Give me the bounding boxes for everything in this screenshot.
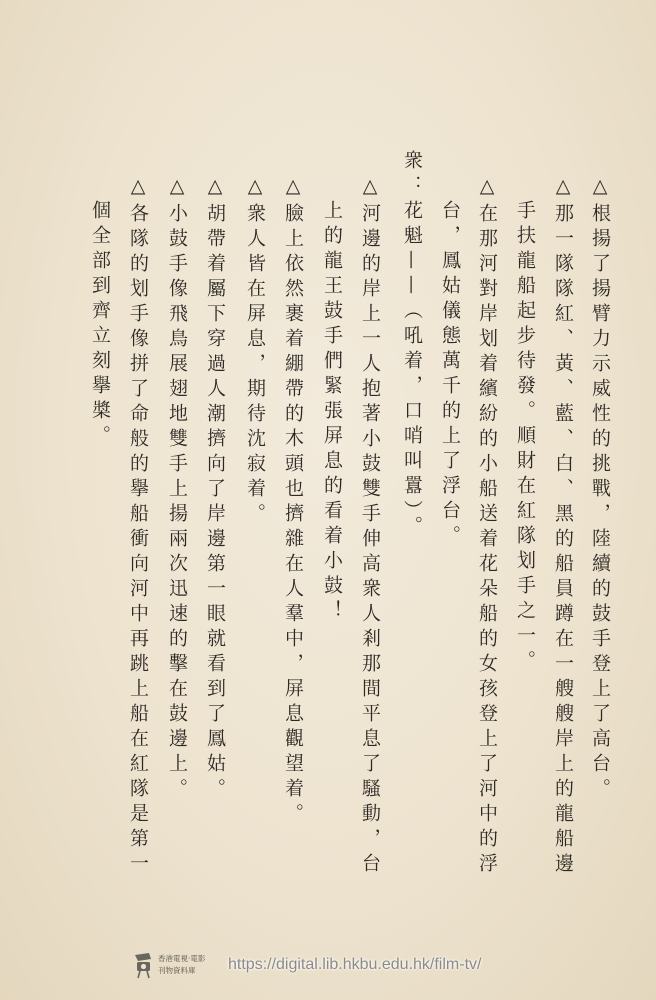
script-line: 手扶龍船起步待發。順財在紅隊划手之一。 [514,200,536,675]
script-line: △小鼓手像飛鳥展翅地雙手上揚兩次迅速的擊在鼓邊上。 [166,175,188,803]
script-line: 台，鳳姑儀態萬千的上了浮台。 [439,200,461,550]
watermark-logo-line: 刊物資料庫 [158,966,196,975]
watermark-logo-text [158,953,205,977]
watermark-url: https://digital.lib.hkbu.edu.hk/film-tv/ [228,956,482,973]
script-line: △胡帶着屬下穿過人潮擠向了岸邊第一眼就看到了鳳姑。 [204,175,226,803]
script-line: △在那河對岸划着繽紛的小船送着花朵船的女孩登上了河中的浮 [476,175,498,878]
script-line: △根揚了揚臂力示威性的挑戰，陸續的鼓手登上了高台。 [589,175,611,803]
script-line: △那一隊隊紅、黃、藍、白、黑的船員蹲在一艘艘岸上的龍船邊 [552,175,574,878]
film-archive-logo-icon [132,951,154,979]
watermark-logo-line: 香港電視·電影 [158,954,206,963]
dialogue-line: 衆：花魁——（吼着，口哨叫囂）。 [401,150,423,541]
script-line: △河邊的岸上一人抱著小鼓雙手伸高衆人剎那間平息了騷動，台 [359,175,381,878]
script-line: 上的龍王鼓手們緊張屏息的看着小鼓！ [321,200,343,625]
script-line: △臉上依然裹着綳帶的木頭也擠雜在人羣中，屏息觀望着。 [282,175,304,828]
script-line: △衆人皆在屏息，期待沈寂着。 [244,175,266,528]
script-line: △各隊的划手像拼了命般的擧船衝向河中再跳上船在紅隊是第一 [127,175,149,878]
script-line: 個全部到齊立刻擧槳。 [89,200,111,450]
